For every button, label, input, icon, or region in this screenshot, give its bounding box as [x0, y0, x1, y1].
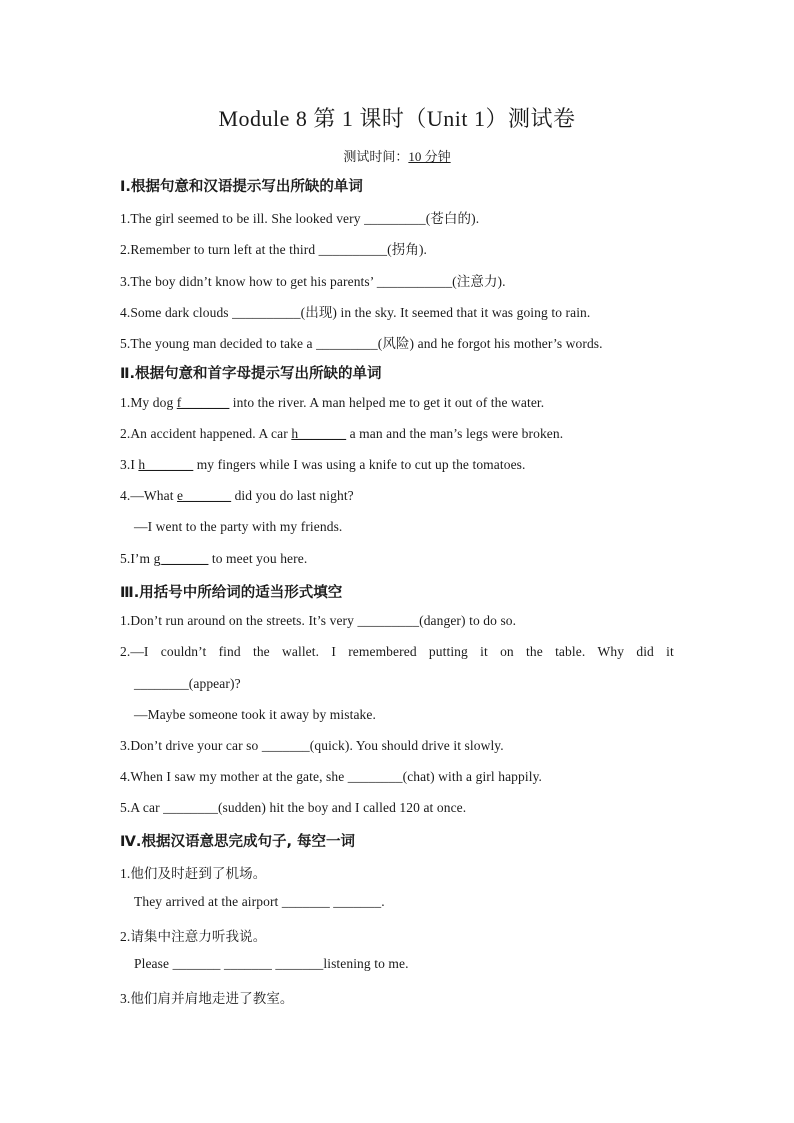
test-time-value: 10 分钟: [408, 149, 451, 164]
section-3-question-justified: [120, 644, 674, 660]
section-2-answer-line: [134, 519, 342, 535]
section-4-prompt: 3.他们肩并肩地走进了教室。: [120, 991, 294, 1006]
question-text: 4.—What: [120, 488, 178, 503]
section-1-question: 1.The girl seemed to be ill. She looked very _________(苍白的).: [120, 211, 480, 226]
question-text: 2.An accident happened. A car: [120, 426, 292, 441]
section-4-heading: Ⅳ.根据汉语意思完成句子, 每空一词: [120, 834, 355, 850]
section-2-question: [120, 395, 544, 411]
section-3-question: 1.Don’t run around on the streets. It’s very _________(danger) to do so.: [120, 613, 517, 628]
question-text: 1.My dog: [120, 395, 177, 410]
section-3-heading: Ⅲ.用括号中所给词的适当形式填空: [120, 585, 343, 601]
section-2-question: [120, 457, 526, 473]
test-time-label: 测试时间：: [343, 149, 409, 164]
question-text: to meet you here.: [208, 551, 308, 566]
section-2-question: [120, 488, 354, 504]
section-1-question: 5.The young man decided to take a _________(风险) and he forgot his mother’s words.: [120, 336, 603, 351]
answer-blank: g_______: [153, 551, 209, 566]
question-text: 5.I’m: [120, 551, 154, 566]
question-text: into the river. A man helped me to get it out of the water.: [229, 395, 545, 410]
section-4-answer-line: They arrived at the airport _______ _______.: [134, 894, 385, 909]
word: did: [636, 644, 654, 659]
section-4-answer-line: Please _______ _______ _______listening to me.: [134, 956, 409, 971]
section-1-question: 3.The boy didn’t know how to get his parents’ ___________(注意力).: [120, 274, 506, 289]
question-text: 3.I: [120, 457, 139, 472]
word: 2.—I: [120, 644, 149, 659]
word: putting: [428, 644, 468, 659]
section-3-question-cont: ________(appear)?: [134, 676, 241, 691]
word: couldn’t: [160, 644, 207, 659]
word: it: [666, 644, 674, 659]
word: the: [526, 644, 543, 659]
question-text: my fingers while I was using a knife to cut up the tomatoes.: [193, 457, 526, 472]
section-2-question: [120, 426, 563, 442]
word: wallet.: [282, 644, 320, 659]
question-text: a man and the man’s legs were broken.: [346, 426, 564, 441]
word: table.: [555, 644, 586, 659]
page-title: Module 8 第 1 课时（Unit 1）测试卷: [218, 106, 576, 131]
section-1-question: 4.Some dark clouds __________(出现) in the sky. It seemed that it was going to rain.: [120, 305, 591, 320]
section-3-question: 3.Don’t drive your car so _______(quick). You should drive it slowly.: [120, 738, 504, 753]
question-text: did you do last night?: [231, 488, 354, 503]
word: the: [252, 644, 270, 659]
word: Why: [597, 644, 625, 659]
answer-blank: h_______: [138, 457, 194, 472]
word: on: [500, 644, 514, 659]
section-2-question: [120, 551, 307, 567]
word: find: [218, 644, 241, 659]
section-3-question: 4.When I saw my mother at the gate, she ________(chat) with a girl happily.: [120, 769, 543, 784]
answer-blank: f_______: [176, 395, 230, 410]
section-1-heading: Ⅰ.根据句意和汉语提示写出所缺的单词: [120, 179, 363, 195]
word: it: [480, 644, 488, 659]
test-time: [0, 146, 794, 165]
word: I: [331, 644, 336, 659]
section-3-answer-line: —Maybe someone took it away by mistake.: [134, 707, 376, 722]
section-3-question: 5.A car ________(sudden) hit the boy and I called 120 at once.: [120, 800, 467, 815]
answer-blank: h_______: [291, 426, 347, 441]
section-4-prompt: 2.请集中注意力听我说。: [120, 929, 267, 944]
section-2-heading: Ⅱ.根据句意和首字母提示写出所缺的单词: [120, 366, 382, 382]
section-1-question: 2.Remember to turn left at the third __________(拐角).: [120, 242, 428, 257]
word: remembered: [348, 644, 417, 659]
question-text: —I went to the party with my friends.: [134, 519, 343, 534]
answer-blank: e_______: [177, 488, 232, 503]
section-4-prompt: 1.他们及时赶到了机场。: [120, 866, 267, 881]
